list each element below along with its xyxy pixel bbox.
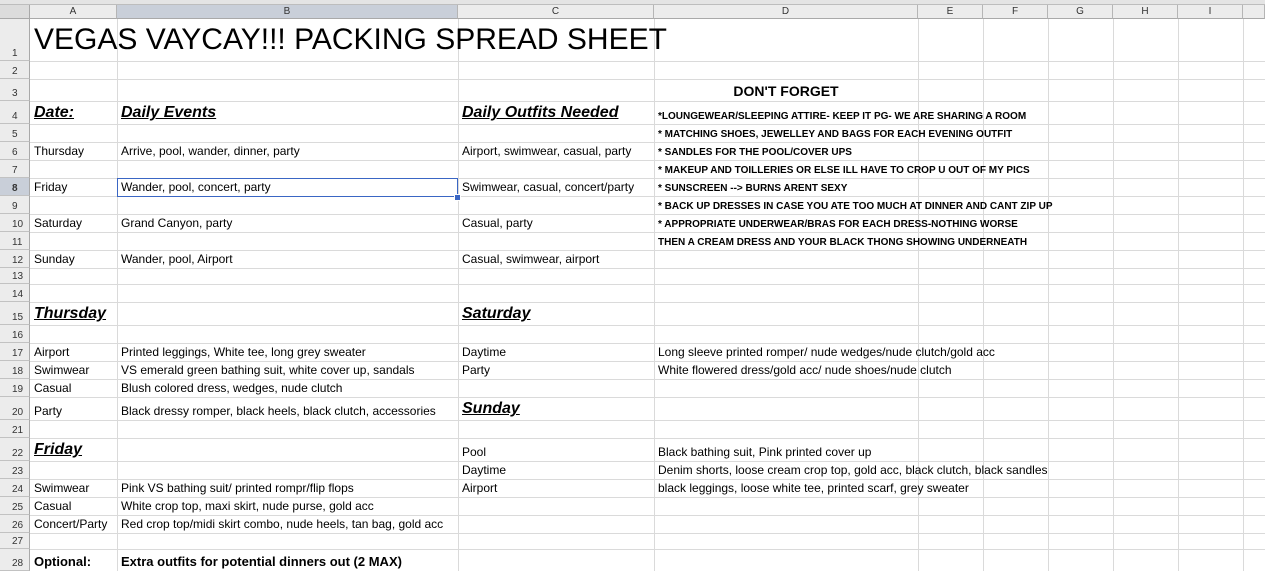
fill-handle[interactable] — [454, 194, 461, 201]
outfit-desc[interactable]: Pink VS bathing suit/ printed rompr/flip flops — [121, 481, 354, 495]
column-header-j[interactable] — [1243, 5, 1265, 19]
row-header-23[interactable]: 23 — [0, 461, 30, 479]
row-header-28[interactable]: 28 — [0, 549, 30, 571]
dont-forget-note[interactable]: * MATCHING SHOES, JEWELLEY AND BAGS FOR EACH EVENING OUTFIT — [658, 129, 1013, 140]
friday-heading[interactable]: Friday — [34, 441, 83, 458]
outfit-desc[interactable]: Red crop top/midi skirt combo, nude heels, tan bag, gold acc — [121, 517, 444, 531]
optional-label[interactable]: Optional: — [34, 554, 92, 569]
gridline — [30, 325, 1265, 326]
gridline — [30, 79, 1265, 80]
gridline — [30, 420, 1265, 421]
outfit-label[interactable]: Pool — [462, 445, 487, 459]
outfit-desc[interactable]: Black bathing suit, Pink printed cover up — [658, 445, 872, 459]
row-header-14[interactable]: 14 — [0, 284, 30, 302]
gridline — [30, 461, 1265, 462]
outfit-desc[interactable]: VS emerald green bathing suit, white cover up, sandals — [121, 363, 415, 377]
outfit-label[interactable]: Daytime — [462, 345, 507, 359]
schedule-outfits[interactable]: Casual, swimwear, airport — [462, 252, 600, 266]
row-header-15[interactable]: 15 — [0, 302, 30, 325]
dont-forget-heading[interactable]: DON'T FORGET — [733, 83, 839, 99]
row-header-4[interactable]: 4 — [0, 101, 30, 124]
gridline — [30, 268, 1265, 269]
row-header-11[interactable]: 11 — [0, 232, 30, 250]
gridline — [30, 438, 1265, 439]
schedule-outfits[interactable]: Casual, party — [462, 216, 533, 230]
column-header-g[interactable]: G — [1048, 5, 1113, 19]
column-header-h[interactable]: H — [1113, 5, 1178, 19]
selected-cell-border — [117, 178, 458, 197]
row-header-6[interactable]: 6 — [0, 142, 30, 160]
column-header-a[interactable]: A — [30, 5, 117, 19]
dont-forget-note[interactable]: *LOUNGEWEAR/SLEEPING ATTIRE- KEEP IT PG- WE ARE SHARING A ROOM — [658, 111, 1027, 122]
schedule-day[interactable]: Friday — [34, 180, 68, 194]
outfit-desc[interactable]: Long sleeve printed romper/ nude wedges/nude clutch/gold acc — [658, 345, 995, 359]
outfit-label[interactable]: Airport — [34, 345, 70, 359]
column-header-d[interactable]: D — [654, 5, 918, 19]
gridline — [30, 284, 1265, 285]
dont-forget-note[interactable]: * MAKEUP AND TOILLERIES OR ELSE ILL HAVE TO CROP U OUT OF MY PICS — [658, 165, 1030, 176]
outfit-desc[interactable]: White flowered dress/gold acc/ nude shoes/nude clutch — [658, 363, 952, 377]
thursday-heading[interactable]: Thursday — [34, 305, 107, 322]
schedule-events[interactable]: Grand Canyon, party — [121, 216, 233, 230]
row-header-26[interactable]: 26 — [0, 515, 30, 533]
gridline — [30, 533, 1265, 534]
gridline — [30, 124, 1265, 125]
gridline — [30, 160, 1265, 161]
dont-forget-note[interactable]: * SANDLES FOR THE POOL/COVER UPS — [658, 147, 852, 158]
schedule-day[interactable]: Thursday — [34, 144, 85, 158]
row-header-12[interactable]: 12 — [0, 250, 30, 268]
gridline — [30, 302, 1265, 303]
dont-forget-note[interactable]: * APPROPRIATE UNDERWEAR/BRAS FOR EACH DRESS-NOTHING WORSE — [658, 219, 1018, 230]
row-header-5[interactable]: 5 — [0, 124, 30, 142]
dont-forget-note[interactable]: THEN A CREAM DRESS AND YOUR BLACK THONG SHOWING UNDERNEATH — [658, 237, 1028, 248]
row-header-22[interactable]: 22 — [0, 438, 30, 461]
outfit-desc[interactable]: Black dressy romper, black heels, black clutch, accessories — [121, 404, 436, 418]
daily-events-header[interactable]: Daily Events — [121, 104, 217, 121]
schedule-day[interactable]: Sunday — [34, 252, 75, 266]
dont-forget-note[interactable]: * BACK UP DRESSES IN CASE YOU ATE TOO MUCH AT DINNER AND CANT ZIP UP — [658, 201, 1053, 212]
schedule-outfits[interactable]: Airport, swimwear, casual, party — [462, 144, 632, 158]
outfit-desc[interactable]: Denim shorts, loose cream crop top, gold acc, black clutch, black sandles — [658, 463, 1048, 477]
column-header-c[interactable]: C — [458, 5, 654, 19]
outfit-desc[interactable]: Printed leggings, White tee, long grey sweater — [121, 345, 366, 359]
row-header-2[interactable]: 2 — [0, 61, 30, 79]
row-header-8[interactable]: 8 — [0, 178, 30, 196]
row-header-18[interactable]: 18 — [0, 361, 30, 379]
column-header-i[interactable]: I — [1178, 5, 1243, 19]
schedule-outfits[interactable]: Swimwear, casual, concert/party — [462, 180, 635, 194]
outfit-label[interactable]: Daytime — [462, 463, 507, 477]
dont-forget-note[interactable]: * SUNSCREEN --> BURNS ARENT SEXY — [658, 183, 848, 194]
row-header-27[interactable]: 27 — [0, 533, 30, 549]
column-header-b[interactable]: B — [117, 5, 458, 19]
date-header[interactable]: Date: — [34, 104, 75, 121]
outfit-desc[interactable]: black leggings, loose white tee, printed scarf, grey sweater — [658, 481, 969, 495]
row-header-16[interactable]: 16 — [0, 325, 30, 343]
row-header-21[interactable]: 21 — [0, 420, 30, 438]
row-header-3[interactable]: 3 — [0, 79, 30, 101]
outfit-label[interactable]: Airport — [462, 481, 498, 495]
column-header-f[interactable]: F — [983, 5, 1048, 19]
row-header-10[interactable]: 10 — [0, 214, 30, 232]
schedule-day[interactable]: Saturday — [34, 216, 83, 230]
row-header-20[interactable]: 20 — [0, 397, 30, 420]
row-header-7[interactable]: 7 — [0, 160, 30, 178]
row-header-25[interactable]: 25 — [0, 497, 30, 515]
sheet-title[interactable]: VEGAS VAYCAY!!! PACKING SPREAD SHEET — [34, 23, 667, 56]
outfit-label[interactable]: Casual — [34, 499, 72, 513]
gridline — [30, 232, 1265, 233]
schedule-events[interactable]: Wander, pool, concert, party — [121, 180, 271, 194]
saturday-heading[interactable]: Saturday — [462, 305, 531, 322]
row-header-17[interactable]: 17 — [0, 343, 30, 361]
optional-desc[interactable]: Extra outfits for potential dinners out (2 MAX) — [121, 554, 402, 569]
outfit-label[interactable]: Casual — [34, 381, 72, 395]
outfit-desc[interactable]: Blush colored dress, wedges, nude clutch — [121, 381, 343, 395]
row-header-13[interactable]: 13 — [0, 268, 30, 284]
outfit-label[interactable]: Party — [462, 363, 491, 377]
outfit-label[interactable]: Swimwear — [34, 481, 90, 495]
outfit-label[interactable]: Party — [34, 404, 63, 418]
row-header-19[interactable]: 19 — [0, 379, 30, 397]
gridline — [30, 61, 1265, 62]
row-header-9[interactable]: 9 — [0, 196, 30, 214]
daily-outfits-header[interactable]: Daily Outfits Needed — [462, 104, 619, 121]
schedule-events[interactable]: Arrive, pool, wander, dinner, party — [121, 144, 300, 158]
outfit-desc[interactable]: White crop top, maxi skirt, nude purse, gold acc — [121, 499, 374, 513]
sunday-heading[interactable]: Sunday — [462, 400, 520, 417]
row-header-1[interactable]: 1 — [0, 19, 30, 61]
outfit-label[interactable]: Concert/Party — [34, 517, 108, 531]
column-header-e[interactable]: E — [918, 5, 983, 19]
outfit-label[interactable]: Swimwear — [34, 363, 90, 377]
select-all-corner[interactable] — [0, 5, 30, 19]
schedule-events[interactable]: Wander, pool, Airport — [121, 252, 233, 266]
row-header-24[interactable]: 24 — [0, 479, 30, 497]
